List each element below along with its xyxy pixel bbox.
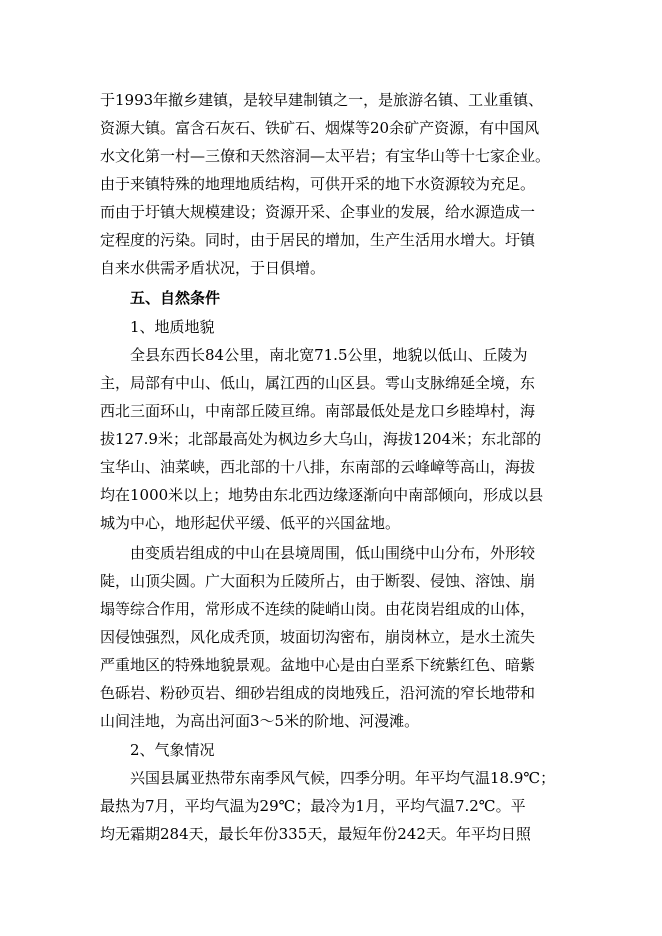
text-line: 最热为7月，平均气温为29℃；最冷为1月，平均气温7.2℃。平 [100,797,526,815]
text-line: 色砾岩、粉砂页岩、细砂岩组成的岗地残丘，沿河流的窄长地带和 [100,684,536,702]
text-line: 均无霜期284天，最长年份335天，最短年份242天。年平均日照 [100,825,531,843]
text-line: 于1993年撤乡建镇，是较早建制镇之一，是旅游名镇、工业重镇、 [100,91,544,109]
text-line: 水文化第一村—三僚和天然溶洞—太平岩；有宝华山等十七家企业。 [100,147,551,165]
text-line: 主，局部有中山、低山，属江西的山区县。雩山支脉绵延全境，东 [100,374,536,392]
text-line: 严重地区的特殊地貌景观。盆地中心是由白垩系下统紫红色、暗紫 [100,656,536,674]
text-line: 陡，山顶尖圆。广大面积为丘陵所占，由于断裂、侵蚀、溶蚀、崩 [100,572,536,590]
text-line: 由变质岩组成的中山在县境周围，低山围绕中山分布，外形较 [130,544,536,562]
text-line: 定程度的污染。同时，由于居民的增加，生产生活用水增大。圩镇 [100,231,536,249]
text-line: 由于来镇特殊的地理地质结构，可供开采的地下水资源较为充足。 [100,175,536,193]
text-line: 城为中心，地形起伏平缓、低平的兴国盆地。 [100,514,401,532]
text-line: 兴国县属亚热带东南季风气候，四季分明。年平均气温18.9℃； [130,769,556,787]
text-line: 拔127.9米；北部最高处为枫边乡大乌山，海拔1204米；东北部的 [100,430,542,448]
section-heading: 五、自然条件 [130,289,221,307]
text-line: 全县东西长84公里，南北宽71.5公里，地貌以低山、丘陵为 [130,346,528,364]
subsection-heading: 1、地质地貌 [130,318,215,336]
text-line: 塌等综合作用，常形成不连续的陡峭山岗。由花岗岩组成的山体， [100,600,536,618]
text-line: 因侵蚀强烈，风化成秃顶，坡面切沟密布，崩岗林立，是水土流失 [100,628,536,646]
text-line: 西北三面环山，中南部丘陵亘绵。南部最低处是龙口乡睦埠村，海 [100,402,536,420]
text-line: 资源大镇。富含石灰石、铁矿石、烟煤等20余矿产资源，有中国风 [100,119,540,137]
text-line: 均在1000米以上；地势由东北西边缘逐渐向中南部倾向，形成以县 [100,486,544,504]
text-line: 自来水供需矛盾状况，于日俱增。 [100,259,326,277]
text-line: 而由于圩镇大规模建设；资源开采、企事业的发展，给水源造成一 [100,203,536,221]
text-line: 宝华山、油菜峡，西北部的十八排，东南部的云峰嶂等高山，海拔 [100,458,536,476]
text-line: 山间洼地，为高出河面3～5米的阶地、河漫滩。 [100,712,420,730]
subsection-heading: 2、气象情况 [130,741,215,759]
